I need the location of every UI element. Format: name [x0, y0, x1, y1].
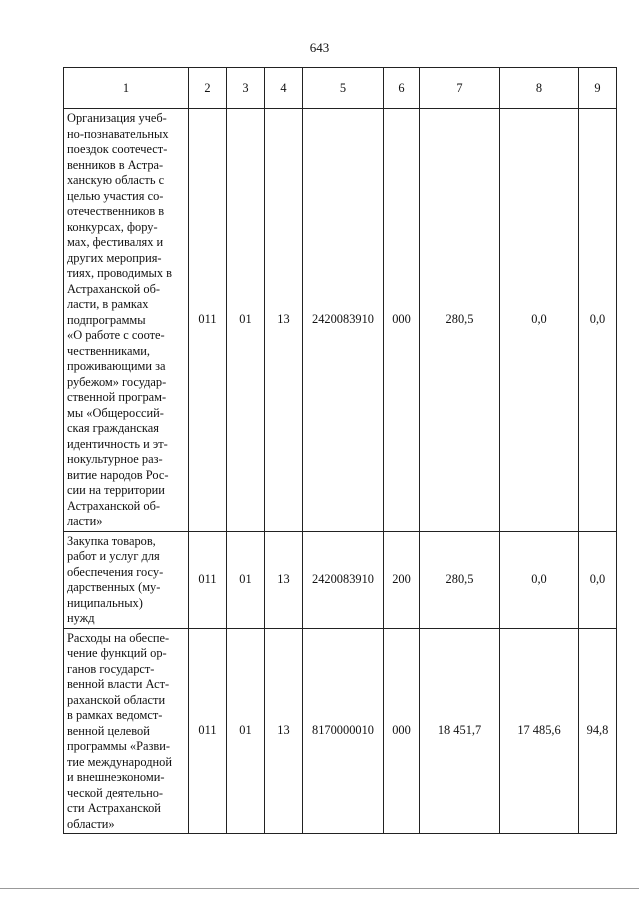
cell-code: 000 [384, 628, 420, 834]
cell-code: 011 [189, 628, 227, 834]
table-row [64, 628, 617, 834]
cell-amount: 18 451,7 [420, 628, 500, 834]
cell-code: 011 [189, 109, 227, 532]
cell-amount: 0,0 [500, 531, 579, 628]
cell-amount: 280,5 [420, 531, 500, 628]
cell-code: 011 [189, 531, 227, 628]
cell-percent: 0,0 [579, 109, 617, 532]
column-header: 2 [189, 68, 227, 109]
cell-code: 01 [227, 109, 265, 532]
cell-amount: 280,5 [420, 109, 500, 532]
row-description: Закупка товаров, работ и услуг для обеспечения госу- дарственных (му- ниципальных) нужд [64, 531, 189, 628]
cell-code: 01 [227, 628, 265, 834]
column-header: 7 [420, 68, 500, 109]
table-row [64, 531, 617, 628]
cell-code: 200 [384, 531, 420, 628]
cell-code: 8170000010 [303, 628, 384, 834]
cell-code: 13 [265, 628, 303, 834]
cell-code: 13 [265, 531, 303, 628]
column-header: 9 [579, 68, 617, 109]
column-header: 6 [384, 68, 420, 109]
column-header: 4 [265, 68, 303, 109]
cell-percent: 94,8 [579, 628, 617, 834]
cell-code: 13 [265, 109, 303, 532]
bottom-rule [0, 888, 639, 889]
row-description: Расходы на обеспе- чение функций ор- ганов государст- венной власти Аст- раханской области в рамках ведомст- венной целевой программы «Разви- тие международной и внешнеэкономи- ческой деятельно- сти Астраханской области» [64, 628, 189, 834]
cell-code: 2420083910 [303, 109, 384, 532]
column-header: 3 [227, 68, 265, 109]
budget-table [63, 67, 617, 834]
cell-code: 2420083910 [303, 531, 384, 628]
table-row [64, 109, 617, 532]
cell-percent: 0,0 [579, 531, 617, 628]
row-description: Организация учеб- но-познавательных поездок соотечест- венников в Астра- ханскую область с целью участия со- отечественников в конкурсах, фору- мах, фестивалях и других мероприя- тиях, проводимых в Астраханской об- ласти, в рамках подпрограммы «О работе с соотe- чественниками, проживающими за рубежом» государ- ственной програм- мы «Общероссий- ская гражданская идентичность и эт- нокультурное раз- витие народов Рос- сии на территории Астраханской об- ласти» [64, 109, 189, 532]
cell-code: 01 [227, 531, 265, 628]
column-header: 1 [64, 68, 189, 109]
page-number: 643 [309, 40, 330, 55]
column-header: 5 [303, 68, 384, 109]
column-header: 8 [500, 68, 579, 109]
cell-code: 000 [384, 109, 420, 532]
table-header-row [64, 68, 617, 109]
cell-amount: 0,0 [500, 109, 579, 532]
cell-amount: 17 485,6 [500, 628, 579, 834]
